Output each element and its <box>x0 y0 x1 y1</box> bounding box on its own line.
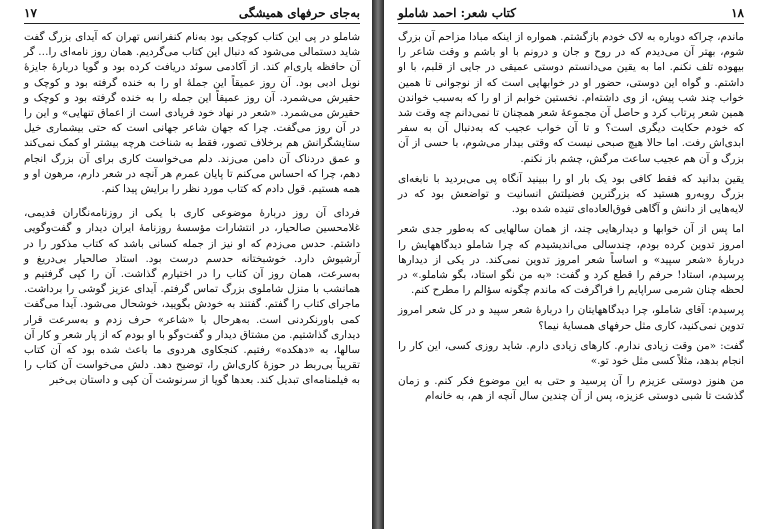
right-paragraph-5: گفت: «من وقت زیادی ندارم. کارهای زیادی دارم. شاید روزی کسی، این کار را انجام بدهد، مثلاً کسی مثل خود تو.» <box>398 339 744 368</box>
book-gutter <box>372 0 384 529</box>
right-page-running-title: کتاب شعر: احمد شاملو <box>398 6 517 20</box>
left-page-number: ۱۷ <box>24 6 37 20</box>
right-paragraph-4: پرسیدم: آقای شاملو، چرا دیدگاههایتان را دربارهٔ شعر سپید و در کل شعر امروز تدوین نمی‌کنید، کاری مثل حرفهای همسایهٔ نیما؟ <box>398 304 744 332</box>
right-paragraph-6: من هنوز دوستی عزیزم را آن پرسید و حتی به این موضوع فکر کنم. و زمان گذشت تا شبی دوستی عزیزه، پس از آن چندین سال آنچه از هم، به خانه‌ام <box>398 375 744 403</box>
left-page-body <box>24 30 360 389</box>
right-paragraph-3: اما پس از آن خوابها و دیدارهایی چند، از همان سالهایی که به‌طور جدی شعر امروز تدوین کرده بودم، چندسالی می‌اندیشیدم که چرا شاملو دیدگاههایش را دربارهٔ «شعر سپید» و اساساً شعر امروز تدوین نمی‌کند. در یکی از دیدارها پرسیدم، استاد! حرفم را قطع کرد و گفت: «به من نگو استاد، بگو شاملو.» در لحظه چنان شرمی سراپایم را فراگرفت که ماندم چگونه سؤالم را مطرح کنم. <box>398 223 744 297</box>
left-paragraph-1: شاملو در پی این کتاب کوچکی بود به‌نام کنفرانس تهران که آیدای بزرگ گفت شاید دستمالی می‌شود که دنبال این کتاب می‌گردیم. همان روز نامه‌ای را… گر آن حافظه یاری‌ام کند. از آکادمی سوئد دریافت کرده بود و گویا دربارهٔ جایزهٔ نوبل ادبی بود. آن روز عمیقاً این جملهٔ او را به خنده گرفته بود و کوچک و حقیرش می‌شمرد. آن روز عمیقاً این جمله را به خنده گرفته بود و کوچک و حقیرش می‌شمرد. «شعر در نهاد خود فریادی است از اعماق تنهایی» و این را در آن روز می‌گفت. چرا که جهان شاعر جهانی است که حتی بیشماری خیل ستایشگرانش هم برخلاف تصور، فقط به شناخت هرچه بیشتر او کمک نمی‌کند و عمق دردناک آن دامن می‌زند. دلم می‌خواست کاری برای آن بزرگ انجام دهم، چرا که احساس می‌کنم تا پایان عمرم هر آنچه در شعر دارم، مرهون او و همه هستیم. قول دادم که کتاب مورد نظر را برایش پیدا کنم. <box>24 31 360 196</box>
right-page-header <box>398 6 744 24</box>
right-page-body <box>398 30 744 405</box>
left-page <box>0 0 372 529</box>
left-page-header <box>24 6 360 24</box>
left-paragraph-2: فردای آن روز دربارهٔ موضوعی کاری با یکی از روزنامه‌نگاران قدیمی، غلامحسین صالحیار، در انتشارات مؤسسهٔ روزنامهٔ ایران دیدار و گفت‌وگویی داشتم. حدس می‌زدم که او نیز از جمله کسانی باشد که کتاب مذکور را در آرشیوش دارد. خوشبختانه حدسم درست بود. استاد صالحیار بی‌دریغ و به‌سرعت، همان روز آن کتاب را در اختیارم گذاشت. آن را کپی گرفتیم و همانشب با منزل شاملوی بزرگ تماس گرفتم. آیدای عزیز گوشی را برداشت. ماجرای کتاب را گفتم. گفتند به خودش بگویید، خوشحال می‌شود. آیدا می‌گفت کمی باورنکردنی است. به‌هرحال با «شاعر» حرف زدم و به‌سرعت قرار دیداری گذاشتیم. من مشتاق دیدار و گفت‌وگو با او بودم که از پار شعر و کار آن سالها، به «دهکده» رفتیم. کنجکاوی هردوی ما باعث شده بود که آن کتاب تقریباً بی‌ربط در حوزهٔ کاری‌اش را، توضیح دهد. دلش می‌خواست آن کتاب را به فیلمنامه‌ای تبدیل کند. بعدها گویا از سرنوشت آن کپی و داستان بی‌خبر <box>24 207 360 387</box>
right-paragraph-2: یقین بدانید که فقط کافی بود یک بار او را ببینید آنگاه پی می‌بردید با نابغه‌ای بزرگ روبه‌رو هستید که بزرگترین فضیلتش انسانیت و تواضعش بود که در لایه‌هایی از دانش و آگاهی فوق‌العاده‌ای تنیده شده بود. <box>398 172 744 216</box>
left-page-running-title: به‌جای حرفهای همیشگی <box>238 6 360 20</box>
right-page <box>384 0 768 529</box>
right-paragraph-1: ماندم، چراکه دوباره به لاک خودم بازگشتم. همواره از اینکه مبادا مزاحم آن بزرگ شوم، بهتر آن می‌دیدم که در روح و جان و درونم با او باشم و وقت شاعر را بیهوده تلف نکنم. اما به یقین می‌دانستم دوستی عمیقی در جایی از قلبم، با او داشتم. و گواه این دوستی، حضور او در خوابهایی است که از نوجوانی تا همین خواب چند شب پیش، از وی داشته‌ام. نخستین خوابم از او را که به‌سبب خواندن همین شعر پرتاب کرد و حاصل آن مجموعهٔ شعر همچنان تا نمی‌دانم چه وقت شد که خودم حکایت دیگری است؟ و تا آن خواب عجیب که به‌دنبال آن به سفر ابدی‌اش رفت. اما حالا هیچ صبحی نیست که وقتی بیدار می‌شوم، با حسی از آن بزرگ و آن هم عجیب ساعت مرگش، چشم باز نکنم. <box>398 31 744 165</box>
right-page-number: ۱۸ <box>731 6 744 20</box>
